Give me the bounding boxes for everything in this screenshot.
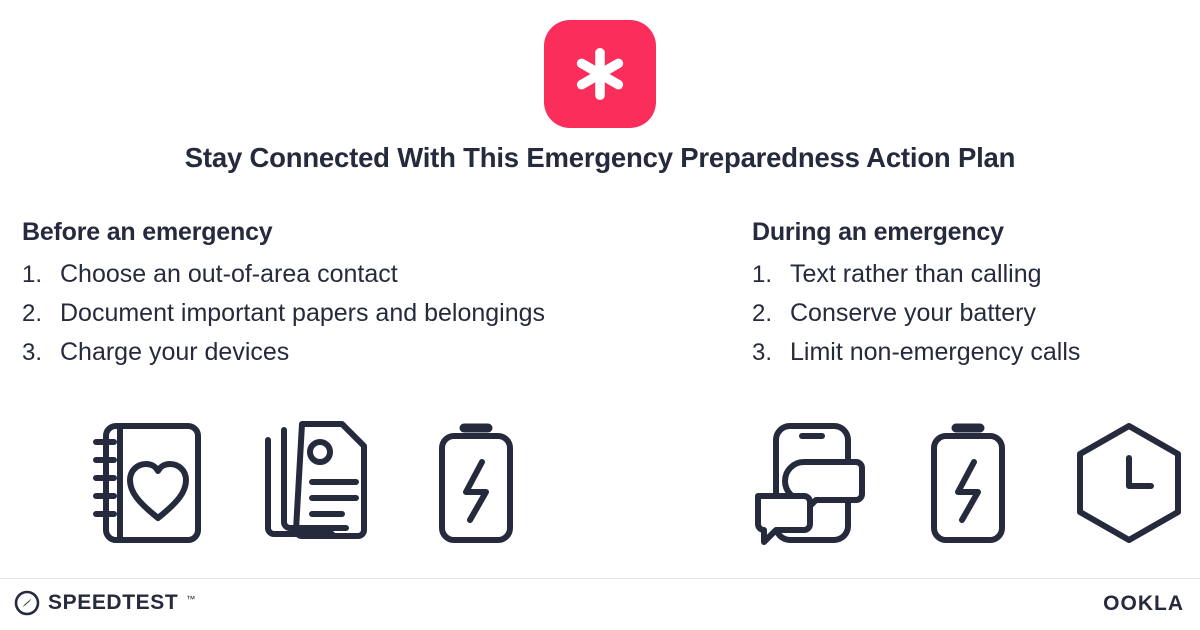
brand-badge: [544, 20, 656, 128]
list-item-label: Charge your devices: [60, 338, 290, 366]
list-item-number: 3.: [752, 339, 773, 366]
list-item: [22, 255, 752, 294]
icon-cell: [258, 418, 376, 548]
list-during-emergency: [752, 255, 1200, 372]
battery-bolt-icon: [920, 420, 1016, 546]
icon-cell: [1070, 418, 1188, 548]
column-during-emergency: [752, 218, 1200, 372]
phone-messages-icon: [748, 420, 866, 546]
list-item-number: 1.: [752, 261, 773, 288]
icon-cell: [918, 418, 1018, 548]
speedtest-logo: [14, 590, 195, 616]
list-item: [22, 294, 752, 333]
column-heading-during: During an emergency: [752, 218, 1004, 246]
brand-badge-container: [0, 20, 1200, 128]
icon-cell: [88, 418, 206, 548]
list-item-label: Choose an out-of-area contact: [60, 260, 398, 288]
speedtest-wordmark: SPEEDTEST: [48, 591, 179, 614]
icon-row-during-emergency: [748, 418, 1188, 548]
page-title: Stay Connected With This Emergency Preparedness Action Plan: [184, 142, 1016, 173]
speedtest-trademark: ™: [186, 594, 196, 604]
list-before-emergency: [22, 255, 752, 372]
asterisk-icon: [571, 45, 629, 103]
column-before-emergency: [0, 218, 752, 372]
ookla-wordmark: OOKLA: [1103, 592, 1184, 615]
footer: [0, 578, 1200, 630]
documents-stack-icon: [258, 420, 376, 546]
list-item: [752, 294, 1200, 333]
icon-cell: [428, 418, 524, 548]
list-item-label: Document important papers and belongings: [60, 299, 546, 327]
list-item-label: Conserve your battery: [790, 299, 1036, 327]
list-item-number: 2.: [752, 300, 773, 327]
icon-cell: [748, 418, 866, 548]
battery-bolt-icon: [428, 420, 524, 546]
list-item-number: 2.: [22, 300, 43, 327]
list-item-number: 1.: [22, 261, 43, 288]
columns-container: [0, 218, 1200, 372]
list-item: [22, 333, 752, 372]
notebook-heart-icon: [88, 420, 206, 546]
column-heading-before: Before an emergency: [22, 218, 273, 246]
list-item-label: Text rather than calling: [790, 260, 1042, 288]
list-item: [752, 255, 1200, 294]
speedtest-gauge-icon: [14, 590, 40, 616]
list-item-label: Limit non-emergency calls: [790, 338, 1081, 366]
icon-row-before-emergency: [88, 418, 518, 548]
list-item: [752, 333, 1200, 372]
clock-hexagon-icon: [1070, 420, 1188, 546]
list-item-number: 3.: [22, 339, 43, 366]
